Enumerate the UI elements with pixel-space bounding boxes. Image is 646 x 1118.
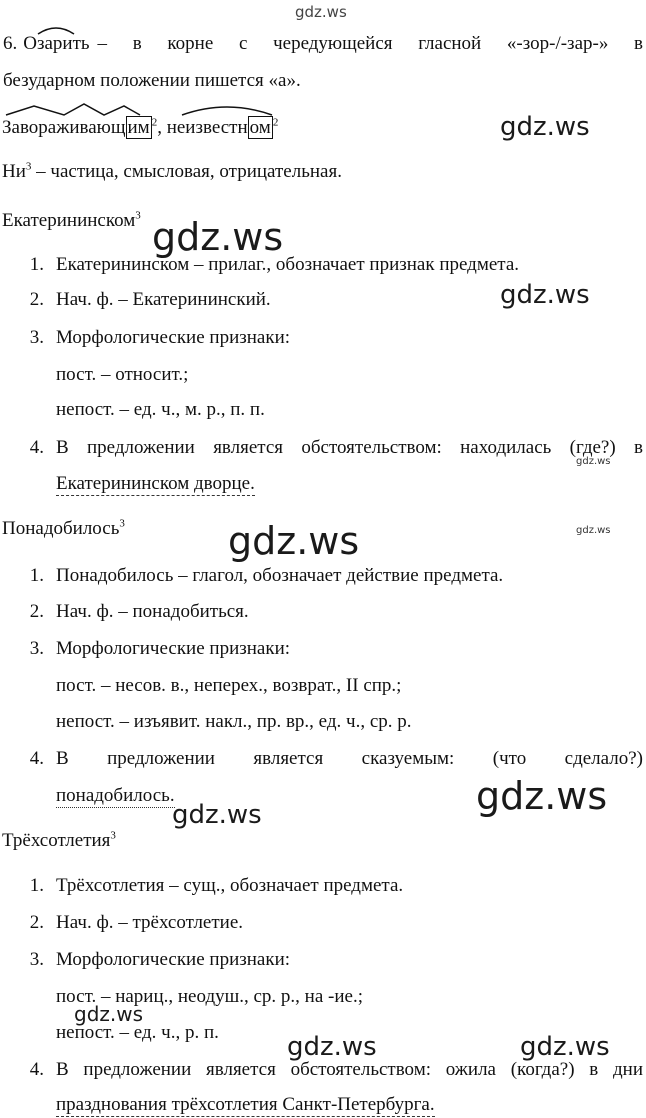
watermark-top: gdz.ws	[295, 3, 347, 21]
list-number: 4.	[29, 437, 44, 458]
section-heading: Трёхсотлетия$^3$	[2, 829, 116, 851]
underlined-phrase: Екатерининском дворце.	[56, 473, 255, 494]
list-item: Морфологические признаки:	[56, 327, 291, 348]
list-number: 2.	[29, 289, 44, 310]
watermark: gdz.ws	[520, 1032, 610, 1062]
item-6-rest: – в корне с чередующейся гласной «-зор-/-зар-» в	[97, 33, 643, 54]
watermark: gdz.ws	[172, 800, 262, 830]
underlined-phrase: понадобилось.	[56, 785, 175, 806]
list-number: 4.	[29, 1059, 44, 1080]
list-item: В предложении является сказуемым: (что сделало?)	[56, 748, 643, 769]
ending-box-2: ом	[249, 117, 271, 138]
watermark: gdz.ws	[74, 1002, 144, 1026]
stress-arc-icon	[36, 25, 76, 35]
item-6-line-2: безударном положении пишется «а».	[3, 70, 301, 91]
morphemic-parse-line	[2, 117, 278, 139]
section-heading: Понадобилось$^3$	[2, 517, 125, 539]
list-number: 1.	[29, 875, 44, 896]
ni-sup: 3	[25, 160, 32, 173]
watermark-small: gdz.ws	[576, 525, 611, 536]
watermark: gdz.ws	[152, 215, 284, 259]
list-item-continuation	[56, 473, 255, 495]
list-item-continuation: непост. – ед. ч., м. р., п. п.	[56, 399, 265, 420]
watermark: gdz.ws	[476, 774, 608, 818]
watermark: gdz.ws	[500, 280, 590, 310]
item-6-line-1	[3, 33, 643, 55]
list-number: 1.	[29, 254, 44, 275]
watermark-small: gdz.ws	[576, 456, 611, 467]
root-arc-icon	[4, 101, 144, 117]
list-number: 2.	[29, 601, 44, 622]
list-number: 3.	[29, 949, 44, 970]
list-item: Екатерининском – прилаг., обозначает признак предмета.	[56, 254, 520, 275]
list-item: Понадобилось – глагол, обозначает действие предмета.	[56, 565, 504, 586]
ni-line	[2, 161, 342, 183]
list-item: Морфологические признаки:	[56, 949, 291, 970]
section-heading: Екатерининском$^3$	[2, 209, 141, 231]
morph-sup-1: 2	[151, 116, 158, 129]
list-item: Нач. ф. – понадобиться.	[56, 601, 249, 622]
watermark: gdz.ws	[287, 1032, 377, 1062]
ni-rest: – частица, смысловая, отрицательная.	[36, 161, 342, 182]
list-item-continuation: непост. – ед. ч., р. п.	[56, 1022, 219, 1043]
list-item-continuation	[56, 785, 175, 807]
morph-word-1: Завораживающ	[2, 117, 126, 138]
list-item: Трёхсотлетия – сущ., обозначает предмета.	[56, 875, 404, 896]
watermark: gdz.ws	[228, 519, 360, 563]
list-item-continuation: пост. – относит.;	[56, 364, 189, 385]
list-number: 2.	[29, 912, 44, 933]
root-arc-icon	[180, 103, 275, 117]
list-item	[56, 1059, 643, 1081]
list-item-continuation: пост. – нариц., неодуш., ср. р., на -ие.;	[56, 986, 363, 1007]
ni-word: Ни	[2, 161, 26, 182]
list-item-continuation: пост. – несов. в., неперех., возврат., II спр.;	[56, 675, 402, 696]
ending-box-1: им	[127, 117, 150, 138]
list-item: В предложении является обстоятельством: находилась (где?) в	[56, 437, 643, 458]
watermark: gdz.ws	[500, 112, 590, 142]
list-item: Морфологические признаки:	[56, 638, 291, 659]
list-number: 3.	[29, 638, 44, 659]
morph-word-2: неизвестн	[166, 117, 248, 138]
list-number: 3.	[29, 327, 44, 348]
item-6-word: Озарить	[23, 33, 90, 54]
list-number: 4.	[29, 748, 44, 769]
list-number: 1.	[29, 565, 44, 586]
list-item-text: В предложении является обстоятельством: ожила (когда?) в дни	[56, 1059, 643, 1080]
list-item: Нач. ф. – трёхсотлетие.	[56, 912, 244, 933]
morph-sup-2: 2	[272, 116, 279, 129]
item-6-number: 6.	[3, 33, 18, 54]
list-item-continuation	[56, 1094, 435, 1116]
list-item-continuation: непост. – изъявит. накл., пр. вр., ед. ч., ср. р.	[56, 711, 412, 732]
morph-comma: ,	[157, 117, 162, 138]
underlined-phrase: празднования трёхсотлетия Санкт-Петербурга.	[56, 1094, 435, 1115]
list-item: Нач. ф. – Екатерининский.	[56, 289, 271, 310]
